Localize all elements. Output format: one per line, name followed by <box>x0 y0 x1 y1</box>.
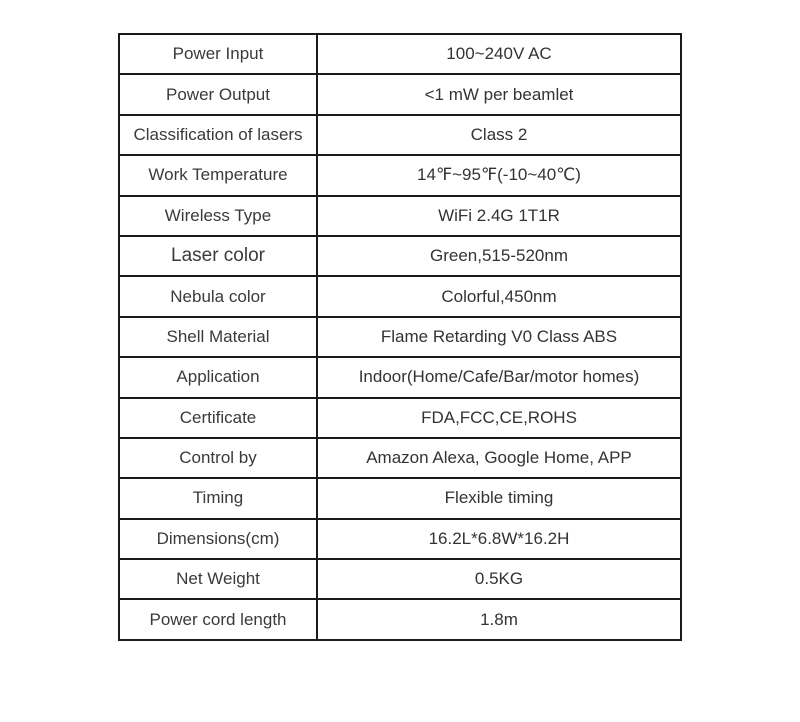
spec-table <box>118 33 682 641</box>
spec-row-timing <box>119 478 681 518</box>
spec-label: Certificate <box>119 398 317 438</box>
spec-value: Flexible timing <box>317 478 681 518</box>
spec-value: 0.5KG <box>317 559 681 599</box>
spec-value: 14℉~95℉(-10~40℃) <box>317 155 681 195</box>
spec-value: FDA,FCC,CE,ROHS <box>317 398 681 438</box>
spec-row-laser-color <box>119 236 681 276</box>
spec-label: Power Input <box>119 34 317 74</box>
spec-row-application <box>119 357 681 397</box>
spec-value: Colorful,450nm <box>317 276 681 316</box>
spec-row-net-weight <box>119 559 681 599</box>
spec-value: Green,515-520nm <box>317 236 681 276</box>
spec-value: 16.2L*6.8W*16.2H <box>317 519 681 559</box>
spec-value: Class 2 <box>317 115 681 155</box>
spec-label: Nebula color <box>119 276 317 316</box>
spec-row-certificate <box>119 398 681 438</box>
spec-row-wireless-type <box>119 196 681 236</box>
spec-label: Laser color <box>119 236 317 276</box>
spec-label: Control by <box>119 438 317 478</box>
spec-row-power-input <box>119 34 681 74</box>
spec-label: Classification of lasers <box>119 115 317 155</box>
spec-row-classification <box>119 115 681 155</box>
spec-row-control-by <box>119 438 681 478</box>
spec-row-power-cord-length <box>119 599 681 639</box>
spec-row-work-temperature <box>119 155 681 195</box>
spec-row-dimensions <box>119 519 681 559</box>
spec-value: 100~240V AC <box>317 34 681 74</box>
spec-row-shell-material <box>119 317 681 357</box>
spec-value: 1.8m <box>317 599 681 639</box>
spec-value: Amazon Alexa, Google Home, APP <box>317 438 681 478</box>
spec-label: Work Temperature <box>119 155 317 195</box>
spec-table-body <box>119 34 681 640</box>
spec-label: Power Output <box>119 74 317 114</box>
spec-value: Indoor(Home/Cafe/Bar/motor homes) <box>317 357 681 397</box>
spec-row-power-output <box>119 74 681 114</box>
spec-label: Wireless Type <box>119 196 317 236</box>
spec-label: Power cord length <box>119 599 317 639</box>
spec-value: WiFi 2.4G 1T1R <box>317 196 681 236</box>
spec-label: Dimensions(cm) <box>119 519 317 559</box>
spec-label: Timing <box>119 478 317 518</box>
spec-row-nebula-color <box>119 276 681 316</box>
spec-label: Net Weight <box>119 559 317 599</box>
spec-value: Flame Retarding V0 Class ABS <box>317 317 681 357</box>
spec-label: Shell Material <box>119 317 317 357</box>
spec-label: Application <box>119 357 317 397</box>
spec-value: <1 mW per beamlet <box>317 74 681 114</box>
